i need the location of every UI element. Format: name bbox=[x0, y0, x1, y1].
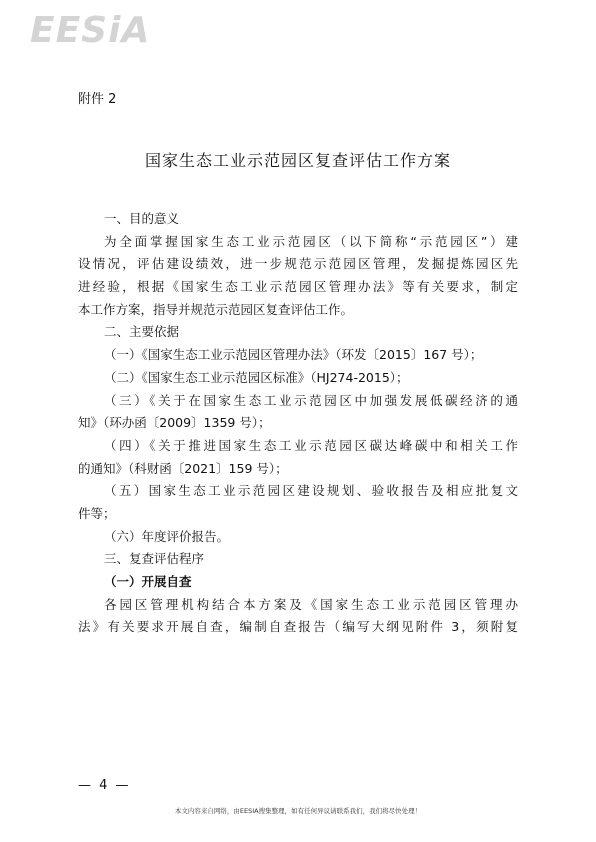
paragraph-line: 各园区管理机构结合本方案及《国家生态工业示范园区管理办 bbox=[104, 596, 518, 612]
section-heading: 三、复查评估程序 bbox=[104, 551, 205, 567]
paragraph-line: 设情况，评估建设绩效，进一步规范示范园区管理，发掘提炼园区先 bbox=[78, 256, 518, 272]
document-body bbox=[78, 208, 518, 639]
basis-item: （六）年度评价报告。 bbox=[104, 528, 230, 544]
eesia-logo: EESiA bbox=[30, 10, 151, 51]
basis-item: （四）《关于推进国家生态工业示范园区碳达峰碳中和相关工作 bbox=[104, 437, 518, 453]
paragraph-line: 本工作方案，指导并规范示范园区复查评估工作。 bbox=[78, 301, 354, 317]
paragraph-line: 为全面掌握国家生态工业示范园区（以下简称“示范园区”）建 bbox=[104, 233, 518, 249]
section-heading: 一、目的意义 bbox=[104, 211, 180, 226]
document-title: 国家生态工业示范园区复查评估工作方案 bbox=[144, 151, 451, 170]
basis-item-continued: 件等； bbox=[78, 505, 116, 521]
attachment-label: 附件 2 bbox=[78, 92, 117, 107]
paragraph-line: 进经验，根据《国家生态工业示范园区管理办法》等有关要求，制定 bbox=[78, 279, 518, 295]
footer-notice: 本文内容来自网络，由EESIA搜集整理，如有任何异议请联系我们，我们将尽快处理！ bbox=[174, 807, 422, 815]
page-number: — 4 — bbox=[78, 778, 131, 793]
basis-item-continued: 的通知》（科财函〔2021〕159 号）； bbox=[78, 460, 288, 476]
subsection-heading: （一）开展自查 bbox=[104, 574, 192, 589]
section-heading: 二、主要依据 bbox=[104, 324, 180, 340]
basis-item: （三）《关于在国家生态工业示范园区中加强发展低碳经济的通 bbox=[104, 392, 518, 408]
basis-item: （五）国家生态工业示范园区建设规划、验收报告及相应批复文 bbox=[104, 483, 518, 499]
basis-item: （二）《国家生态工业示范园区标准》（HJ274-2015）； bbox=[104, 369, 409, 385]
basis-item: （一）《国家生态工业示范园区管理办法》（环发〔2015〕167 号）； bbox=[104, 347, 483, 363]
paragraph-line: 法》有关要求开展自查，编制自查报告（编写大纲见附件 3，须附复 bbox=[78, 619, 518, 635]
basis-item-continued: 知》（环办函〔2009〕1359 号）； bbox=[78, 415, 271, 431]
